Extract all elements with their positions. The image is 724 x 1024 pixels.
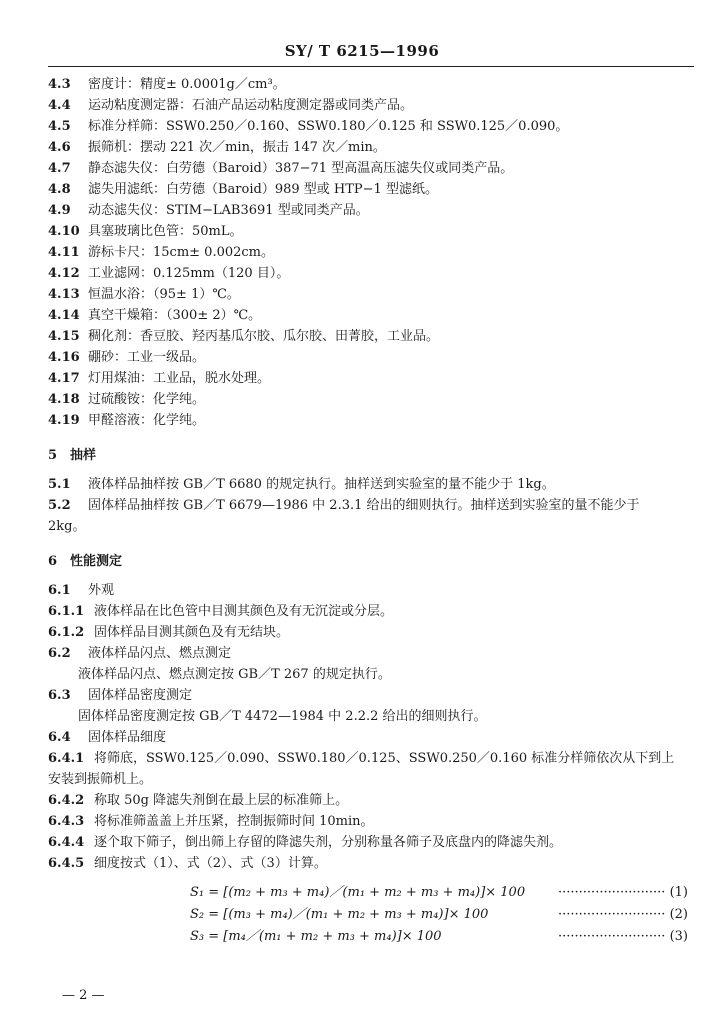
clause-number: 4.18 bbox=[48, 392, 80, 407]
clause-text: 游标卡尺：15cm± 0.002cm。 bbox=[88, 245, 274, 260]
clause-5-2: 5.2 固体样品抽样按 GB／T 6679—1986 中 2.3.1 给出的细则执行。抽样送到实验室的量不能少于 bbox=[48, 498, 640, 513]
clause-6-4-2: 6.4.2 称取 50g 降滤失剂倒在最上层的标准筛上。 bbox=[48, 793, 349, 808]
formula-row bbox=[48, 926, 696, 948]
clause-6-4-4: 6.4.4 逐个取下筛子，倒出筛上存留的降滤失剂，分别称量各筛子及底盘内的降滤失剂。 bbox=[48, 835, 563, 850]
clause-text: 过硫酸铵：化学纯。 bbox=[88, 392, 206, 407]
equipment-item bbox=[48, 284, 696, 305]
equipment-item bbox=[48, 389, 696, 410]
fineness-formulas bbox=[48, 882, 696, 948]
clause-number: 4.15 bbox=[48, 329, 80, 344]
clause-6-4-1: 6.4.1 将筛底，SSW0.125／0.090、SSW0.180／0.125、SSW0.250／0.160 标准分样筛依次从下到上 bbox=[48, 751, 675, 766]
formula-expression: S₁ = [(m₂ + m₃ + m₄)／(m₁ + m₂ + m₃ + m₄)]× 100 bbox=[190, 885, 526, 900]
equipment-item bbox=[48, 200, 696, 221]
equipment-item bbox=[48, 410, 696, 431]
clause-text: 真空干燥箱：（300± 2）℃。 bbox=[88, 308, 262, 323]
clause-number: 4.7 bbox=[48, 161, 71, 176]
equipment-item bbox=[48, 221, 696, 242]
clause-text: 标准分样筛：SSW0.250／0.160、SSW0.180／0.125 和 SSW0.125／0.090。 bbox=[88, 119, 569, 134]
clause-text: 具塞玻璃比色管：50mL。 bbox=[88, 224, 243, 239]
clause-number: 4.5 bbox=[48, 119, 71, 134]
clause-text: 密度计：精度± 0.0001g／cm³。 bbox=[88, 77, 286, 92]
formula-row bbox=[48, 904, 696, 926]
formula-expression: S₂ = [(m₃ + m₄)／(m₁ + m₂ + m₃ + m₄)]× 100 bbox=[190, 907, 489, 922]
clause-number: 4.17 bbox=[48, 371, 80, 386]
equipment-item bbox=[48, 263, 696, 284]
clause-text: 静态滤失仪：白劳德（Baroid）387−71 型高温高压滤失仪或同类产品。 bbox=[88, 161, 514, 176]
clause-6-4-1-continued: 安装到振筛机上。 bbox=[48, 772, 153, 787]
standard-code-header: SY/ T 6215—1996 bbox=[284, 42, 440, 60]
clause-text: 滤失用滤纸：白劳德（Baroid）989 型或 HTP−1 型滤纸。 bbox=[88, 182, 438, 197]
clause-text: 甲醛溶液：化学纯。 bbox=[88, 413, 206, 428]
clause-number: 4.16 bbox=[48, 350, 80, 365]
equipment-item bbox=[48, 368, 696, 389]
formula-row bbox=[48, 882, 696, 904]
header-rule bbox=[48, 66, 694, 67]
section-6-heading: 6 性能测定 bbox=[48, 554, 123, 569]
clause-number: 4.13 bbox=[48, 287, 80, 302]
clause-number: 4.4 bbox=[48, 98, 71, 113]
formula-label: ·························· (1) bbox=[558, 885, 688, 900]
equipment-item bbox=[48, 347, 696, 368]
clause-6-1-2: 6.1.2 固体样品目测其颜色及有无结块。 bbox=[48, 625, 290, 640]
equipment-item bbox=[48, 158, 696, 179]
clause-6-2-body: 液体样品闪点、燃点测定按 GB／T 267 的规定执行。 bbox=[78, 667, 391, 682]
clause-6-4: 6.4 固体样品细度 bbox=[48, 730, 167, 745]
formula-label: ·························· (2) bbox=[558, 907, 688, 922]
equipment-list bbox=[48, 74, 696, 431]
clause-number: 4.12 bbox=[48, 266, 80, 281]
clause-number: 4.3 bbox=[48, 77, 71, 92]
formula-expression: S₃ = [m₄／(m₁ + m₂ + m₃ + m₄)]× 100 bbox=[190, 929, 442, 944]
equipment-item bbox=[48, 137, 696, 158]
clause-text: 灯用煤油：工业品，脱水处理。 bbox=[88, 371, 271, 386]
section-5-heading: 5 抽样 bbox=[48, 448, 97, 463]
equipment-item bbox=[48, 116, 696, 137]
equipment-item bbox=[48, 95, 696, 116]
clause-text: 稠化剂：香豆胶、羟丙基瓜尔胶、瓜尔胶、田菁胶，工业品。 bbox=[88, 329, 440, 344]
equipment-item bbox=[48, 179, 696, 200]
clause-5-2-continued: 2kg。 bbox=[48, 519, 86, 534]
clause-number: 4.9 bbox=[48, 203, 71, 218]
clause-number: 4.10 bbox=[48, 224, 80, 239]
clause-number: 4.8 bbox=[48, 182, 71, 197]
clause-6-4-3: 6.4.3 将标准筛盖盖上并压紧，控制振筛时间 10min。 bbox=[48, 814, 374, 829]
clause-6-4-5: 6.4.5 细度按式（1）、式（2）、式（3）计算。 bbox=[48, 856, 327, 871]
clause-text: 恒温水浴：（95± 1）℃。 bbox=[88, 287, 240, 302]
clause-text: 工业滤网：0.125mm（120 目）。 bbox=[88, 266, 290, 281]
clause-5-1: 5.1 液体样品抽样按 GB／T 6680 的规定执行。抽样送到实验室的量不能少于 1kg。 bbox=[48, 477, 555, 492]
clause-text: 动态滤失仪：STIM−LAB3691 型或同类产品。 bbox=[88, 203, 369, 218]
clause-number: 4.6 bbox=[48, 140, 71, 155]
clause-number: 4.14 bbox=[48, 308, 80, 323]
clause-number: 4.19 bbox=[48, 413, 80, 428]
clause-6-3: 6.3 固体样品密度测定 bbox=[48, 688, 193, 703]
clause-6-1: 6.1 外观 bbox=[48, 583, 115, 598]
equipment-item bbox=[48, 305, 696, 326]
equipment-item bbox=[48, 74, 696, 95]
clause-text: 硼砂：工业一级品。 bbox=[88, 350, 206, 365]
document-body bbox=[48, 74, 696, 948]
equipment-item bbox=[48, 242, 696, 263]
clause-text: 振筛机：摆动 221 次／min，振击 147 次／min。 bbox=[88, 140, 386, 155]
clause-number: 4.11 bbox=[48, 245, 80, 260]
equipment-item bbox=[48, 326, 696, 347]
page-number: — 2 — bbox=[62, 988, 105, 1003]
clause-text: 运动粘度测定器：石油产品运动粘度测定器或同类产品。 bbox=[88, 98, 414, 113]
clause-6-1-1: 6.1.1 液体样品在比色管中目测其颜色及有无沉淀或分层。 bbox=[48, 604, 394, 619]
clause-6-3-body: 固体样品密度测定按 GB／T 4472—1984 中 2.2.2 给出的细则执行。 bbox=[78, 709, 487, 724]
clause-6-2: 6.2 液体样品闪点、燃点测定 bbox=[48, 646, 232, 661]
formula-label: ·························· (3) bbox=[558, 929, 688, 944]
